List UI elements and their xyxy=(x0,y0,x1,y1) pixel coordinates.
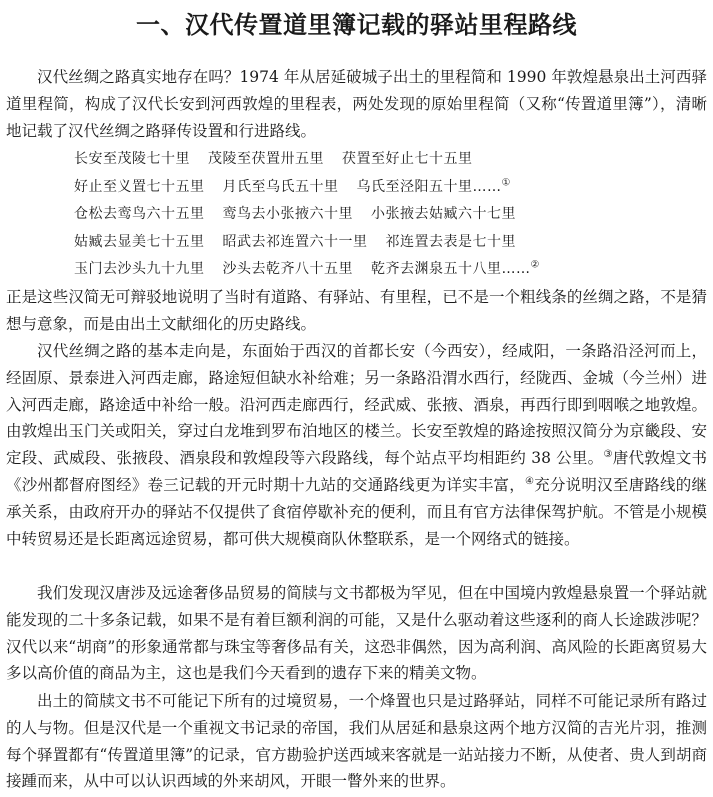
itinerary-line xyxy=(74,146,674,174)
route-text-part: 充分说明汉至唐路线的继承关系，由政府开办的驿站不仅提供了食宿停歇补充的便利，而且有官方法律保驾护航。不管是小规模中转贸易还是长距离远途贸易，都可供大规模商队休整联系，是一个网络式的链接。 xyxy=(6,475,707,548)
itinerary-segment: 长安至茂陵七十里 xyxy=(74,151,190,167)
itinerary-segment: 祁连置去表是七十里 xyxy=(385,233,516,250)
intro-paragraph: 汉代丝绸之路真实地存在吗？1974 年从居延破城子出土的里程简和 1990 年敦煌悬泉出土河西驿道里程简，构成了汉代长安到河西敦煌的里程表，两处发现的原始里程简（又称“传置道里簿”），清晰地记载了汉代丝绸之路驿传设置和行进路线。 xyxy=(6,68,707,140)
itinerary-line xyxy=(74,256,674,284)
records-paragraph: 出土的简牍文书不可能记下所有的过境贸易，一个烽置也只是过路驿站，同样不可能记录所有路过的人与物。但是汉代是一个重视文书记录的帝国，我们从居延和悬泉这两个地方汉简的吉光片羽，推测每个驿置都有“传置道里簿”的记录，官方勘验护送西域来客就是一站站接力不断，从使者、贵人到胡商接踵而来，从中可以认识西域的外来胡风，开眼一瞥外来的世界。 xyxy=(6,692,707,791)
itinerary-block xyxy=(74,146,674,284)
itinerary-segment: 好止至义置七十五里 xyxy=(74,178,205,195)
itinerary-line xyxy=(74,201,674,229)
itinerary-segment: 玉门去沙头九十九里 xyxy=(74,261,205,277)
itinerary-line xyxy=(74,174,674,202)
footnote-marker: ① xyxy=(501,176,511,188)
itinerary-segment: 茯置至好止七十五里 xyxy=(342,151,473,167)
itinerary-segment: 乾齐去渊泉五十八里…… xyxy=(371,261,531,277)
itinerary-segment: 小张掖去姑臧六十七里 xyxy=(371,206,516,222)
route-paragraph xyxy=(6,338,707,552)
footnote-marker: ④ xyxy=(525,475,535,487)
route-text-part: 汉代丝绸之路的基本走向是，东面始于西汉的首都长安（今西安），经咸阳，一条路沿泾河而上，经固原、景泰进入河西走廊，路途短但缺水补给难；另一条路沿渭水西行，经陇西、金城（今兰州）进入河西走廊，路途适中补给一般。沿河西走廊西行，经武威、张掖、酒泉，再西行即到咽喉之地敦煌。由敦煌出玉门关或阳关，穿过白龙堆到罗布泊地区的楼兰。长安至敦煌的路途按照汉简分为京畿段、安定段、武威段、张掖段、酒泉段和敦煌段等六段路线，每个站点平均相距约 38 公里。 xyxy=(6,342,707,468)
section-heading: 一、汉代传置道里簿记载的驿站里程路线 xyxy=(136,11,577,39)
itinerary-segment: 仓松去鸾鸟六十五里 xyxy=(74,206,205,222)
itinerary-segment: 月氏至乌氏五十里 xyxy=(222,178,339,195)
trade-paragraph: 我们发现汉唐涉及远途奢侈品贸易的简牍与文书都极为罕见，但在中国境内敦煌悬泉置一个驿站就能发现的二十多条记载，如果不是有着巨额利润的可能，又是什么驱动着这些逐利的商人长途跋涉呢？汉代以来“胡商”的形象通常都与珠宝等奢侈品有关，这恐非偶然，因为高利润、高风险的长距离贸易大多以高价值的商品为主，这也是我们今天看到的遗存下来的精美文物。 xyxy=(6,584,707,683)
itinerary-segment: 茂陵至茯置卅五里 xyxy=(208,151,324,167)
footnote-marker: ② xyxy=(530,259,540,271)
conclusion-paragraph: 正是这些汉简无可辩驳地说明了当时有道路、有驿站、有里程，已不是一个粗线条的丝绸之路，不是猜想与意象，而是由出土文献细化的历史路线。 xyxy=(6,288,707,333)
itinerary-segment: 昭武去祁连置六十一里 xyxy=(222,233,368,250)
itinerary-segment: 鸾鸟去小张掖六十里 xyxy=(222,206,353,222)
footnote-marker: ③ xyxy=(603,449,613,461)
itinerary-segment: 姑臧去显美七十五里 xyxy=(74,233,205,250)
itinerary-line xyxy=(74,229,674,257)
route-text-part: 唐代敦煌文书《沙州都督府图经》卷三记载的开元时期十九站的交通路线更为详实丰富， xyxy=(6,449,707,494)
itinerary-segment: 乌氏至泾阳五十里…… xyxy=(356,178,502,195)
itinerary-segment: 沙头去乾齐八十五里 xyxy=(222,261,353,277)
